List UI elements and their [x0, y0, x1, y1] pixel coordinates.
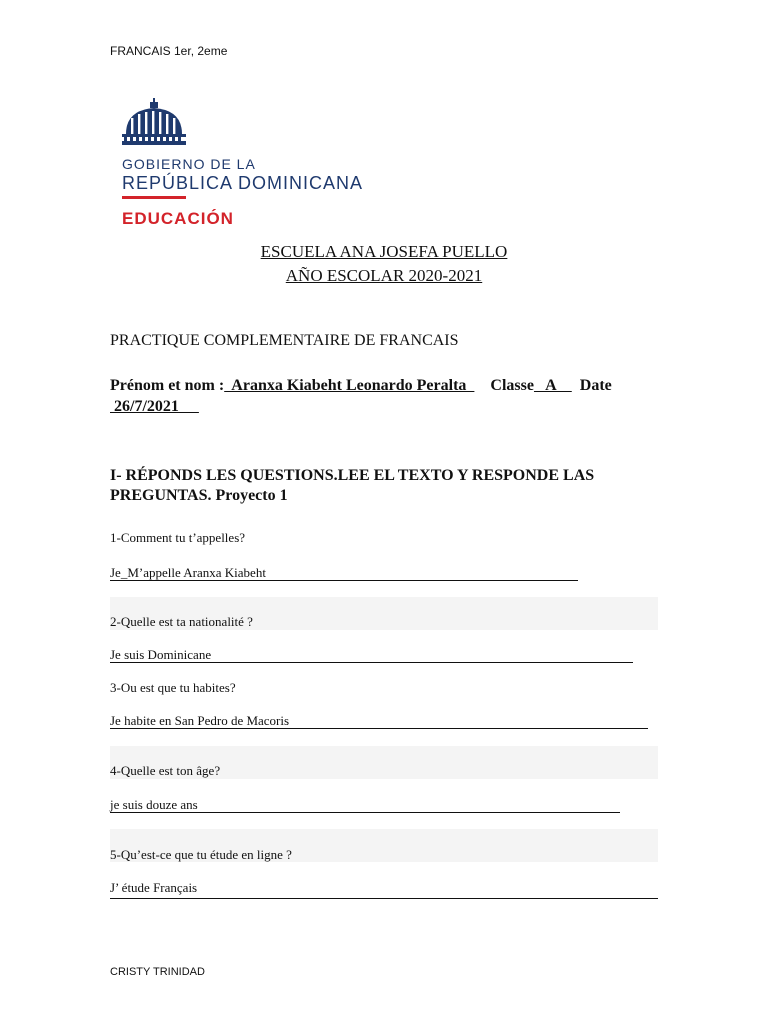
school-name: ESCUELA ANA JOSEFA PUELLO: [260, 242, 508, 261]
date-line: [110, 398, 199, 416]
student-info-line: [110, 377, 612, 395]
capitol-dome-icon: [122, 96, 412, 230]
answer-3: Je habite en San Pedro de Macoris: [110, 713, 290, 728]
class-value: A: [533, 377, 572, 394]
logo-line1: GOBIERNO DE LA: [122, 156, 256, 172]
question-5: 5-Qu’est-ce que tu étude en ligne ?: [110, 847, 292, 862]
question-1: 1-Comment tu t’appelles?: [110, 530, 246, 545]
school-year: AÑO ESCOLAR 2020-2021: [285, 266, 483, 285]
name-value: Aranxa Kiabeht Leonardo Peralta: [224, 377, 475, 394]
date-value: 26/7/2021: [110, 398, 199, 415]
answer-line: [110, 662, 633, 663]
answer-line: [110, 728, 648, 729]
date-label: Date: [579, 377, 612, 394]
footer-author: CRISTY TRINIDAD: [110, 966, 205, 978]
question-3: 3-Ou est que tu habites?: [110, 680, 236, 695]
worksheet-title: PRACTIQUE COMPLEMENTAIRE DE FRANCAIS: [110, 332, 459, 349]
answer-1: Je_M’appelle Aranxa Kiabeht: [110, 565, 266, 580]
answer-line: [110, 898, 658, 899]
answer-4: je suis douze ans: [110, 797, 198, 812]
government-logo: [122, 96, 412, 230]
answer-2: Je suis Dominicane: [110, 647, 212, 662]
logo-line3: EDUCACIÓN: [122, 209, 234, 228]
logo-line2: REPÚBLICA DOMINICANA: [122, 173, 364, 193]
section-title: I- RÉPONDS LES QUESTIONS.LEE EL TEXTO Y RESPONDE LAS PREGUNTAS. Proyecto 1: [110, 467, 595, 504]
question-4: 4-Quelle est ton âge?: [110, 763, 221, 778]
answer-5: J’ étude Français: [110, 880, 198, 895]
answer-line: [110, 812, 620, 813]
question-2: 2-Quelle est ta nationalité ?: [110, 614, 253, 629]
header-course: FRANCAIS 1er, 2eme: [110, 44, 228, 58]
class-label: Classe: [490, 377, 534, 394]
name-label: Prénom et nom :: [110, 377, 225, 394]
answer-line: [110, 580, 578, 581]
